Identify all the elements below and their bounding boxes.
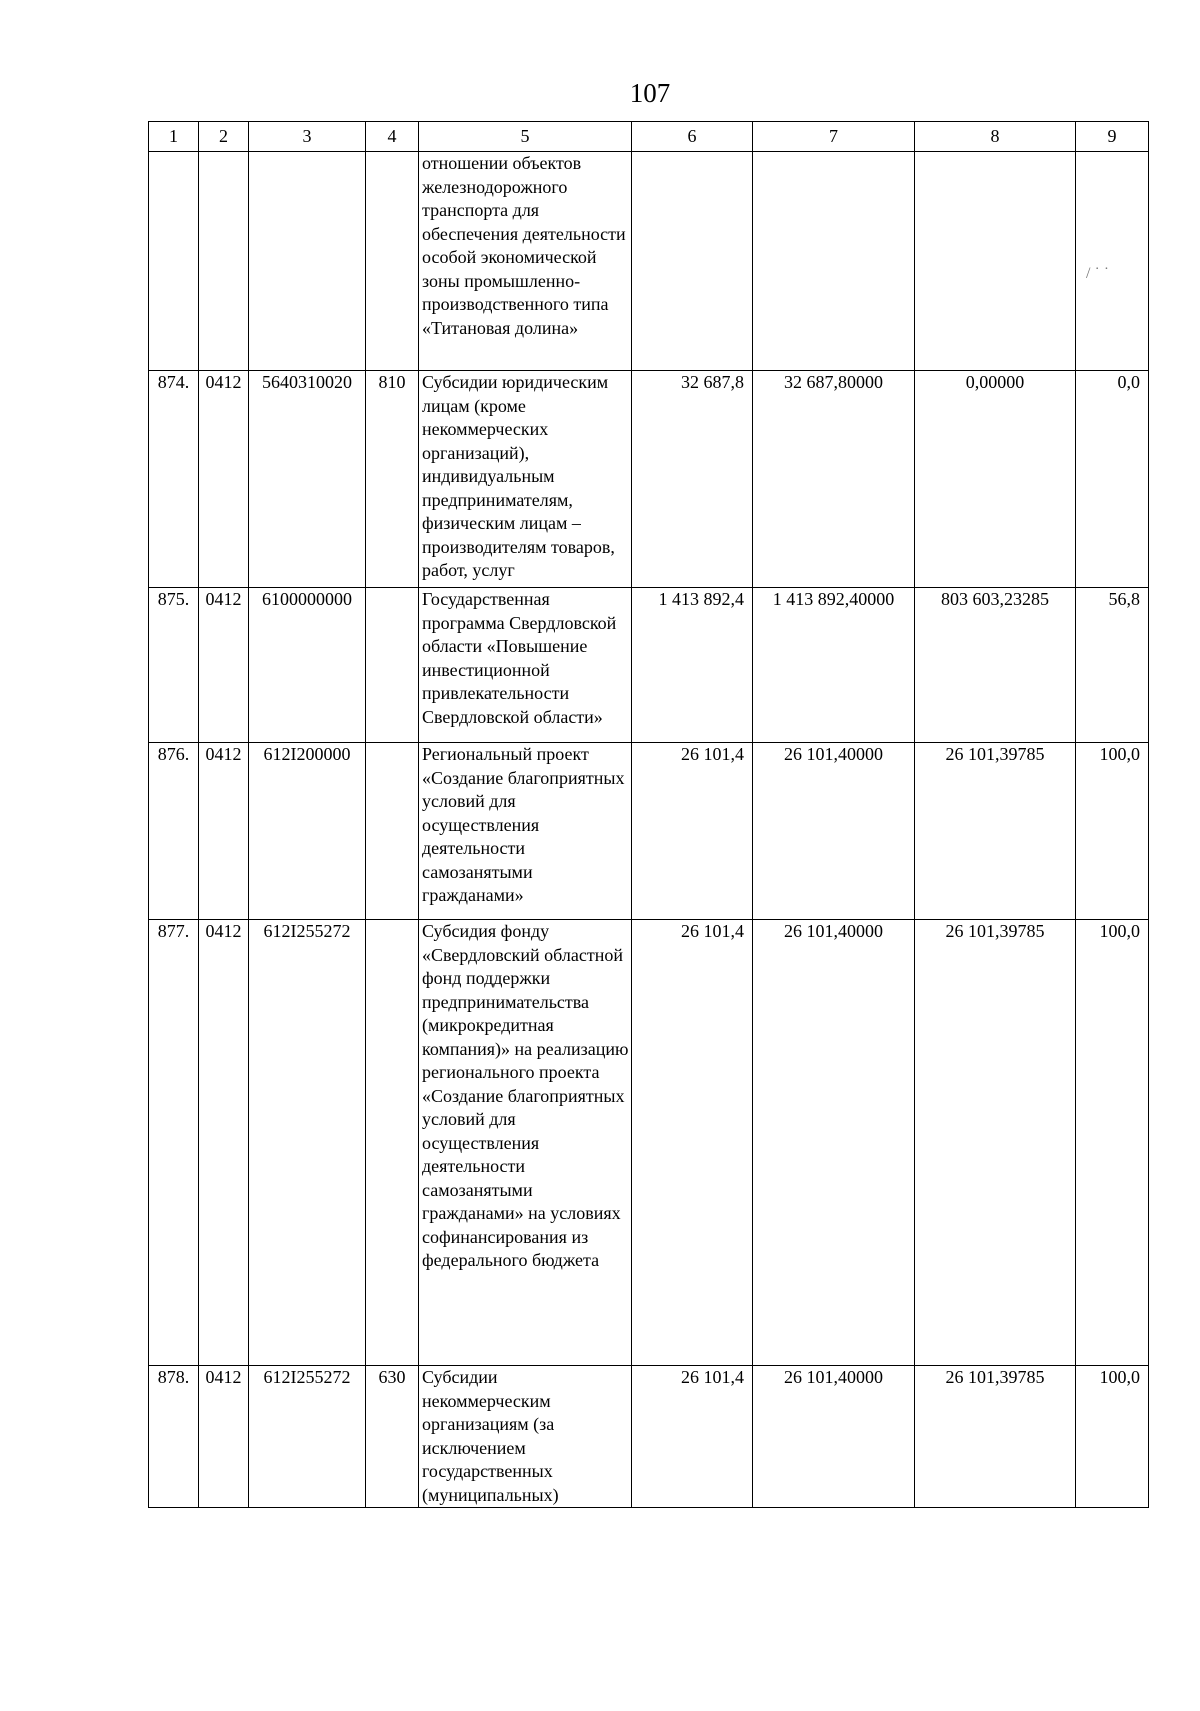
row-number: 877. xyxy=(149,920,199,1366)
value-col7 xyxy=(753,152,915,371)
value-col7: 26 101,40000 xyxy=(753,743,915,920)
col-header-2: 2 xyxy=(199,122,249,152)
value-col7: 32 687,80000 xyxy=(753,371,915,588)
expense-type-code xyxy=(366,920,419,1366)
stray-scan-mark: / ˙ ˙ xyxy=(1086,265,1110,282)
value-col6: 26 101,4 xyxy=(632,1366,753,1508)
col-header-8: 8 xyxy=(915,122,1076,152)
col-header-4: 4 xyxy=(366,122,419,152)
col-header-9: 9 xyxy=(1076,122,1149,152)
value-col8: 26 101,39785 xyxy=(915,1366,1076,1508)
row-number: 875. xyxy=(149,588,199,743)
target-code: 612I255272 xyxy=(249,920,366,1366)
target-code: 5640310020 xyxy=(249,371,366,588)
row-number: 876. xyxy=(149,743,199,920)
section-code: 0412 xyxy=(199,1366,249,1508)
item-name: Субсидия фонду «Свердловский областной фонд поддержки предпринимательства (микрокредитная компания)» на реализацию регионального проекта «Создание благоприятных условий для осуществления деятельности самозанятыми гражданами» на условиях софинансирования из федерального бюджета xyxy=(419,920,632,1366)
item-name: Региональный проект «Создание благоприятных условий для осуществления деятельности самозанятыми гражданами» xyxy=(419,743,632,920)
value-col7: 26 101,40000 xyxy=(753,1366,915,1508)
col-header-5: 5 xyxy=(419,122,632,152)
value-col9: 100,0 xyxy=(1076,1366,1149,1508)
value-col9: 0,0 xyxy=(1076,371,1149,588)
header-row xyxy=(149,122,1149,152)
table-row xyxy=(149,920,1149,1366)
table-row xyxy=(149,152,1149,371)
value-col6: 26 101,4 xyxy=(632,920,753,1366)
budget-table xyxy=(148,121,1149,1508)
table-row xyxy=(149,743,1149,920)
expense-type-code xyxy=(366,152,419,371)
col-header-6: 6 xyxy=(632,122,753,152)
value-col7: 1 413 892,40000 xyxy=(753,588,915,743)
value-col6: 32 687,8 xyxy=(632,371,753,588)
expense-type-code: 810 xyxy=(366,371,419,588)
row-number xyxy=(149,152,199,371)
section-code: 0412 xyxy=(199,588,249,743)
value-col8: 26 101,39785 xyxy=(915,743,1076,920)
value-col9 xyxy=(1076,152,1149,371)
table-row xyxy=(149,588,1149,743)
target-code: 6100000000 xyxy=(249,588,366,743)
section-code: 0412 xyxy=(199,371,249,588)
value-col7: 26 101,40000 xyxy=(753,920,915,1366)
value-col6: 1 413 892,4 xyxy=(632,588,753,743)
col-header-3: 3 xyxy=(249,122,366,152)
item-name: Государственная программа Свердловской области «Повышение инвестиционной привлекательности Свердловской области» xyxy=(419,588,632,743)
item-name: Субсидии юридическим лицам (кроме некоммерческих организаций), индивидуальным предпринимателям, физическим лицам – производителям товаров, работ, услуг xyxy=(419,371,632,588)
value-col8: 0,00000 xyxy=(915,371,1076,588)
section-code: 0412 xyxy=(199,743,249,920)
value-col8: 803 603,23285 xyxy=(915,588,1076,743)
expense-type-code xyxy=(366,588,419,743)
expense-type-code xyxy=(366,743,419,920)
row-number: 878. xyxy=(149,1366,199,1508)
expense-type-code: 630 xyxy=(366,1366,419,1508)
target-code: 612I255272 xyxy=(249,1366,366,1508)
section-code: 0412 xyxy=(199,920,249,1366)
target-code: 612I200000 xyxy=(249,743,366,920)
item-name: Субсидии некоммерческим организациям (за исключением государственных (муниципальных) xyxy=(419,1366,632,1508)
section-code xyxy=(199,152,249,371)
value-col9: 100,0 xyxy=(1076,920,1149,1366)
row-number: 874. xyxy=(149,371,199,588)
table-row xyxy=(149,371,1149,588)
col-header-1: 1 xyxy=(149,122,199,152)
value-col8: 26 101,39785 xyxy=(915,920,1076,1366)
value-col8 xyxy=(915,152,1076,371)
value-col9: 100,0 xyxy=(1076,743,1149,920)
target-code xyxy=(249,152,366,371)
table-row xyxy=(149,1366,1149,1508)
value-col6: 26 101,4 xyxy=(632,743,753,920)
value-col9: 56,8 xyxy=(1076,588,1149,743)
page-number: 107 xyxy=(629,78,671,108)
value-col6 xyxy=(632,152,753,371)
col-header-7: 7 xyxy=(753,122,915,152)
item-name: отношении объектов железнодорожного транспорта для обеспечения деятельности особой экономической зоны промышленно-производственного типа «Титановая долина» xyxy=(419,152,632,371)
